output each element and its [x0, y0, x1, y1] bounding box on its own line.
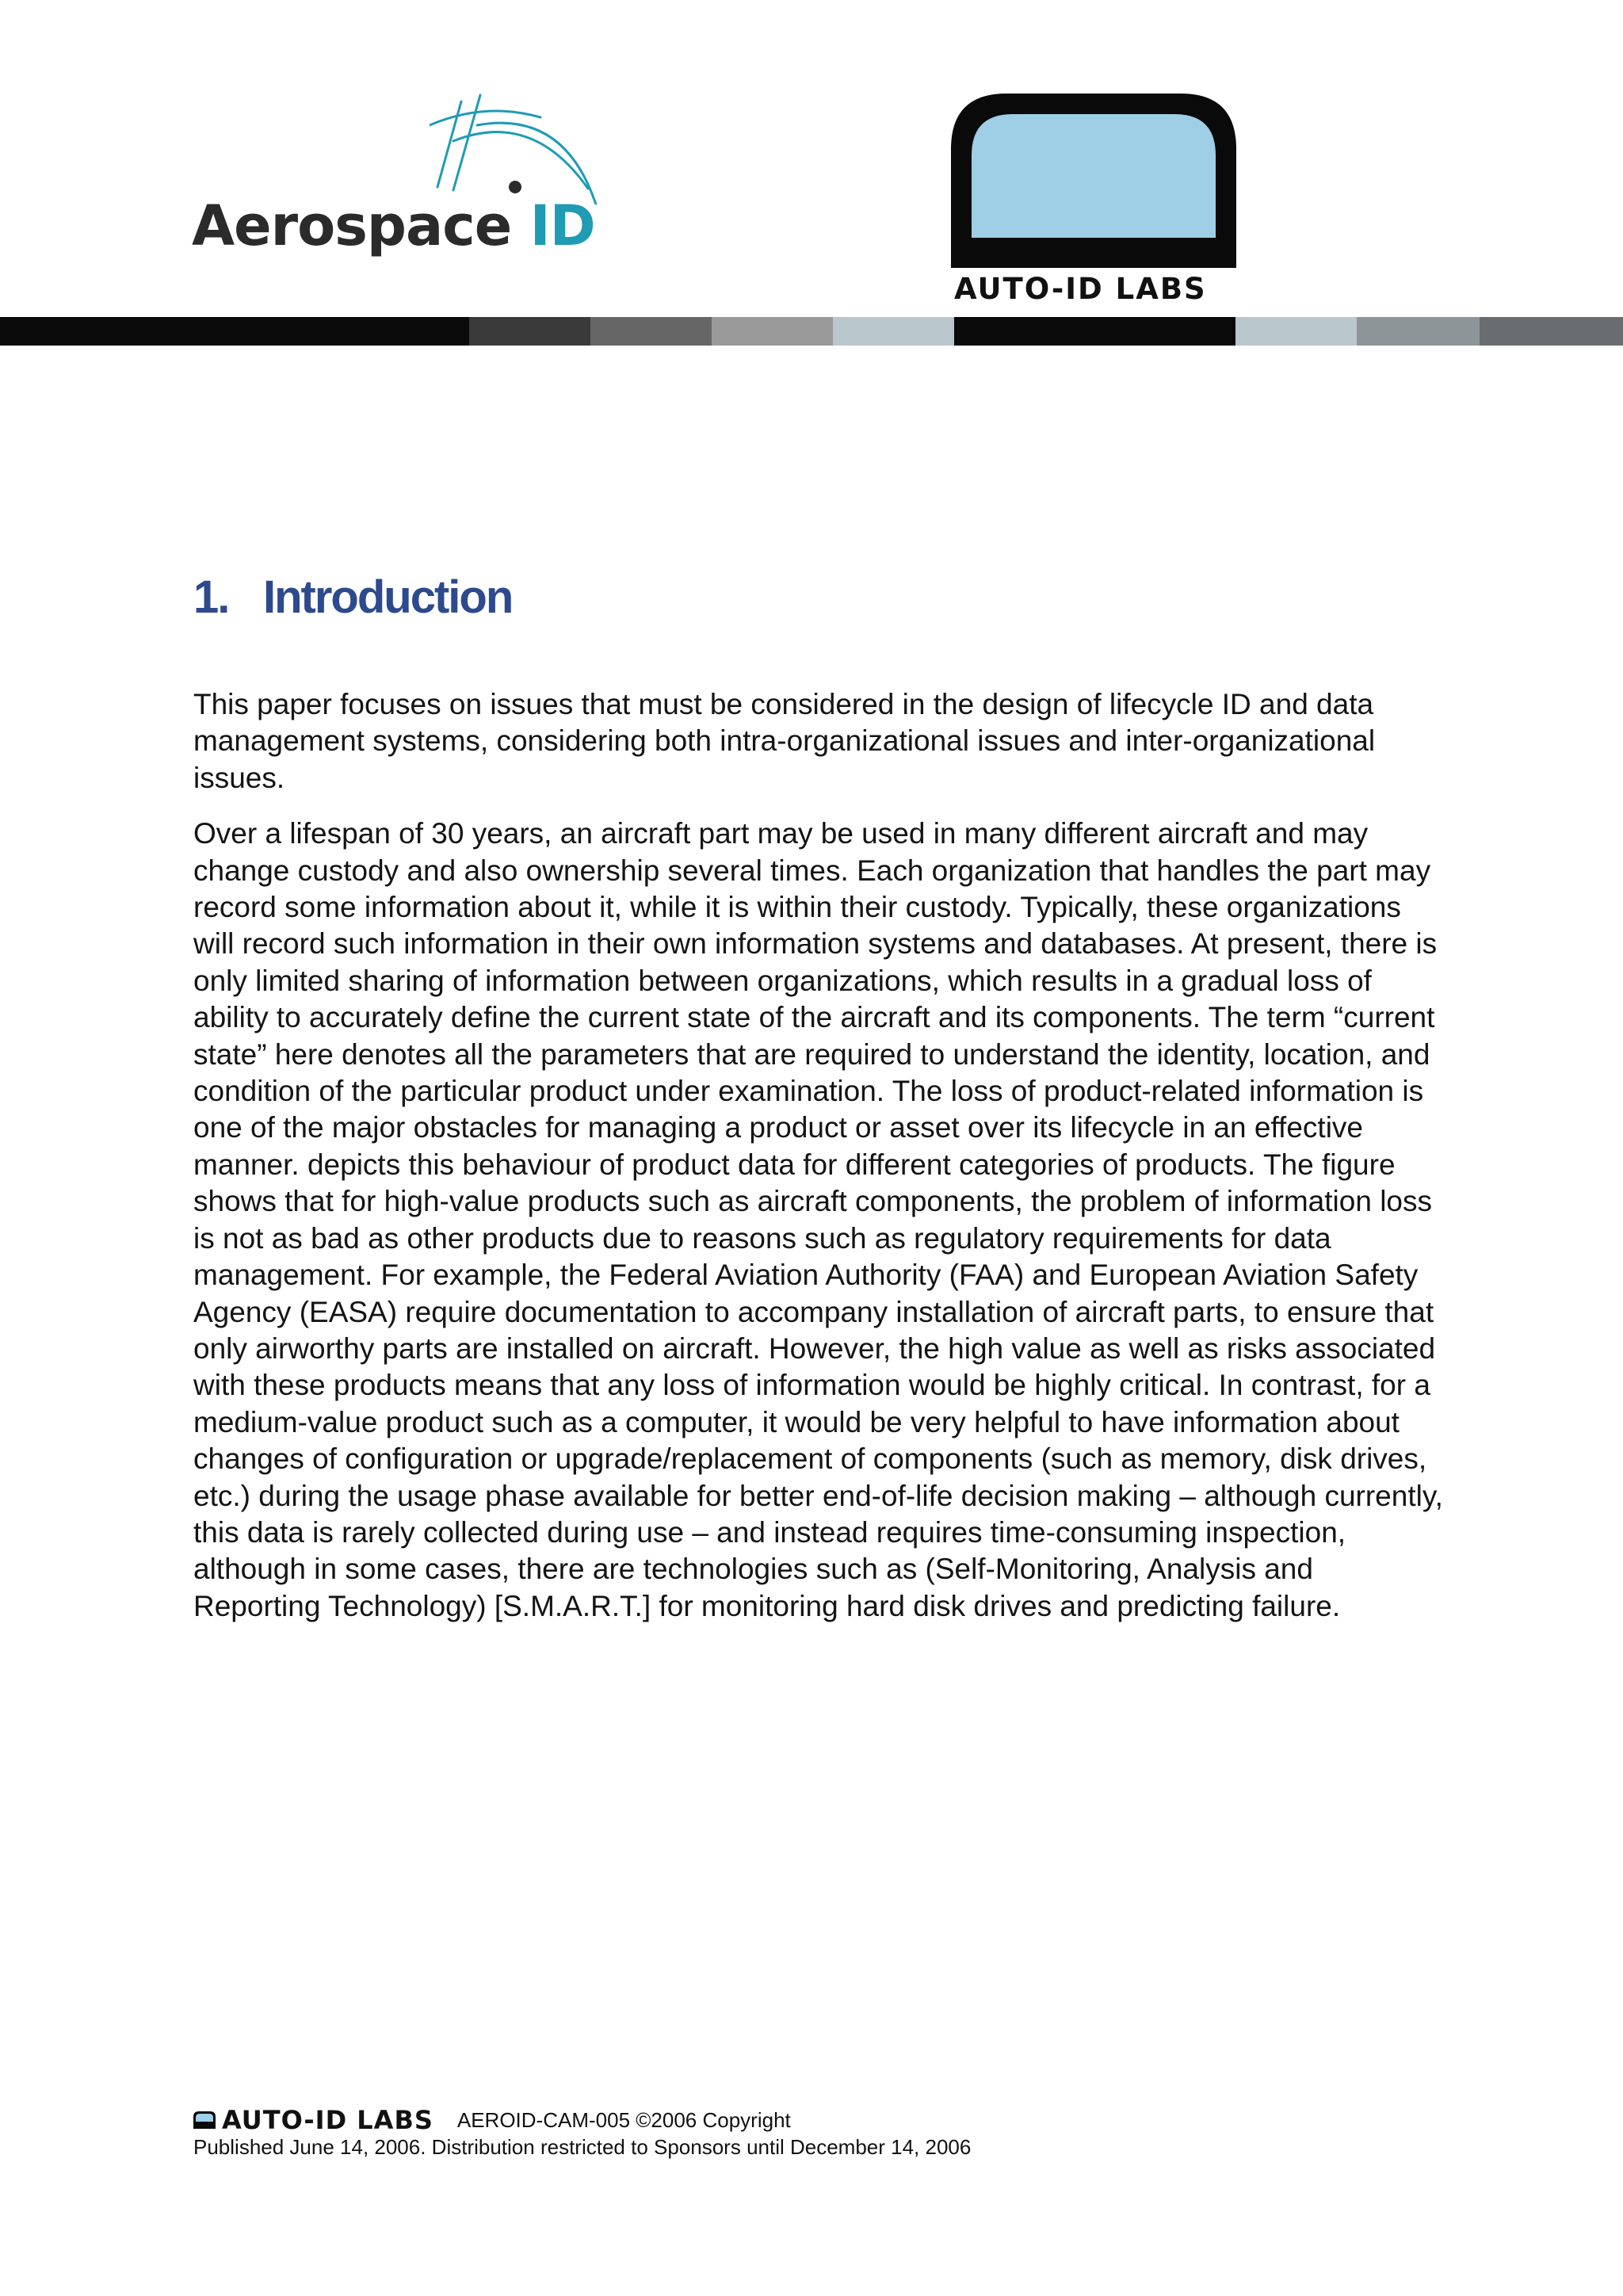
page-footer — [193, 2107, 971, 2160]
band-segment — [712, 317, 833, 346]
paragraph: Over a lifespan of 30 years, an aircraft part may be used in many different aircraft and may change custody and also ownership several times. Each organization that handles the part may record some information about it, while it is within their custody. Typically, these organizations will record such information in their own information systems and databases. At present, there is only limited sharing of information between organizations, which results in a gradual loss of ability to accurately define the current state of the aircraft and its components. The term “current state” here denotes all the parameters that are required to understand the identity, location, and condition of the particular product under examination. The loss of product-related information is one of the major obstacles for managing a product or asset over its lifecycle in an effective manner. depicts this behaviour of product data for different categories of products. The figure shows that for high-value products such as aircraft components, the problem of information loss is not as bad as other products due to reasons such as regulatory requirements for data management. For example, the Federal Aviation Authority (FAA) and European Aviation Safety Agency (EASA) require documentation to accompany installation of aircraft parts, to ensure that only airworthy parts are installed on aircraft. However, the high value as well as risks associated with these products means that any loss of information would be highly critical. In contrast, for a medium-value product such as a computer, it would be very helpful to have information about changes of configuration or upgrade/replacement of components (such as memory, disk drives, etc.) during the usage phase available for better end-of-life decision making – although currently, this data is rarely collected during use – and instead requires time-consuming inspection, although in some cases, there are technologies such as (Self-Monitoring, Analysis and Reporting Technology) [S.M.A.R.T.] for monitoring hard disk drives and predicting failure. — [193, 817, 1443, 1622]
aerospace-id-accent: ID — [529, 193, 595, 258]
footer-doc-code: AEROID-CAM-005 ©2006 Copyright — [456, 2107, 791, 2132]
header-color-band — [0, 317, 1623, 346]
aerospace-word: Aerospace — [192, 193, 512, 258]
section-heading — [193, 571, 513, 623]
footer-logo-text: AUTO-ID LABS — [222, 2105, 433, 2135]
auto-id-labs-logo — [951, 94, 1236, 309]
band-segment — [0, 317, 469, 346]
aerospace-id-logo — [192, 94, 604, 268]
band-segment — [833, 317, 954, 346]
band-segment — [954, 317, 1235, 346]
auto-id-screen-icon — [951, 94, 1236, 268]
section-title: Introduction — [263, 571, 513, 623]
footer-auto-id-logo — [193, 2107, 433, 2133]
band-segment — [1480, 317, 1623, 346]
paragraph: This paper focuses on issues that must be considered in the design of lifecycle ID and data management systems, considering both intra-organizational issues and inter-organizational issues. — [193, 688, 1376, 794]
body-text — [193, 686, 1445, 1625]
band-segment — [469, 317, 590, 346]
band-segment — [590, 317, 712, 346]
footer-published: Published June 14, 2006. Distribution restricted to Sponsors until December 14, 2006 — [193, 2135, 972, 2159]
band-segment — [1235, 317, 1357, 346]
auto-id-screen-icon — [193, 2111, 216, 2129]
auto-id-labs-wordmark: AUTO-ID LABS — [954, 272, 1207, 306]
aerospace-id-wordmark — [192, 193, 595, 258]
orbit-arcs-icon — [430, 94, 604, 204]
section-number: 1. — [193, 571, 229, 623]
band-segment — [1357, 317, 1480, 346]
